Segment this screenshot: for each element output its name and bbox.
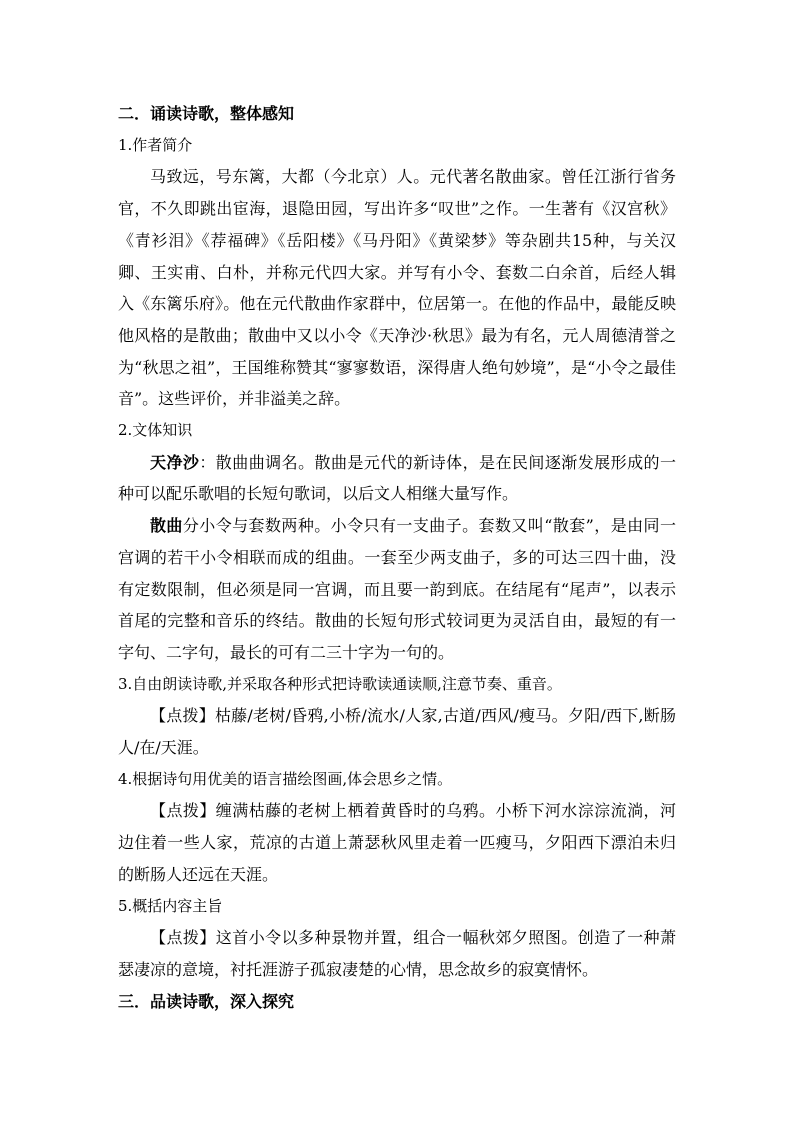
term-tianjingsha: 天净沙	[150, 452, 200, 472]
term-sanqu: 散曲	[150, 516, 183, 536]
theme-tip-paragraph: 【点拨】这首小令以多种景物并置，组合一幅秋郊夕照图。创造了一种萧瑟凄凉的意境，衬托涯游子孤寂凄楚的心情，思念故乡的寂寞情怀。	[118, 928, 676, 979]
author-intro-paragraph: 马致远，号东篱，大都（今北京）人。元代著名散曲家。曾任江浙行省务官，不久即跳出宦海，退隐田园，写出许多“叹世”之作。一生著有《汉宫秋》《青衫泪》《荐福碑》《岳阳楼》《马丹阳》《黄梁梦》等杂剧共15种，与关汉卿、王实甫、白朴，并称元代四大家。并写有小令、套数二白余首，后经人辑入《东篱乐府》。他在元代散曲作家群中，位居第一。在他的作品中，最能反映他风格的是散曲；散曲中又以小令《天净沙·秋思》最为有名，元人周德清誉之为“秋思之祖”，王国维称赞其“寥寥数语，深得唐人绝句妙境”，是“小令之最佳音”。这些评价，并非溢美之辞。	[118, 167, 676, 409]
picture-tip-paragraph: 【点拨】缠满枯藤的老树上栖着黄昏时的乌鸦。小桥下河水淙淙流淌，河边住着一些人家，荒凉的古道上萧瑟秋风里走着一匹瘦马，夕阳西下漂泊未归的断肠人还远在天涯。	[118, 801, 676, 884]
document-page	[118, 98, 676, 1017]
genre-text-1: ：散曲曲调名。散曲是元代的新诗体，是在民间逐渐发展形成的一种可以配乐歌唱的长短句歌词，以后文人相继大量写作。	[118, 452, 676, 504]
item-title-author: 1.作者简介	[118, 135, 193, 154]
section-heading-2: 二．诵读诗歌，整体感知	[118, 104, 295, 123]
reading-tip-paragraph: 【点拨】枯藤/老树/昏鸦,小桥/流水/人家,古道/西风/瘦马。夕阳/西下,断肠人/在/天涯。	[118, 706, 676, 758]
genre-paragraph-sanqu	[118, 510, 676, 669]
item-title-picture: 4.根据诗句用优美的语言描绘图画,体会思乡之情。	[118, 769, 453, 788]
genre-paragraph-tianjingsha	[118, 447, 676, 510]
item-title-genre: 2.文体知识	[118, 421, 193, 440]
section-heading-3: 三．品读诗歌，深入探究	[118, 991, 295, 1011]
genre-text-2: 分小令与套数两种。小令只有一支曲子。套数又叫“散套”，是由同一宫调的若干小令相联而成的组曲。一套至少两支曲子，多的可达三四十曲，没有定数限制，但必须是同一宫调，而且要一韵到底。在结尾有“尾声”，以表示首尾的完整和音乐的终结。散曲的长短句形式较词更为灵活自由，最短的有一字句、二字句，最长的可有二三十字为一句的。	[118, 516, 676, 662]
item-title-reading: 3.自由朗读诗歌,并采取各种形式把诗歌读通读顺,注意节奏、重音。	[118, 674, 562, 693]
item-title-theme: 5.概括内容主旨	[118, 896, 223, 915]
